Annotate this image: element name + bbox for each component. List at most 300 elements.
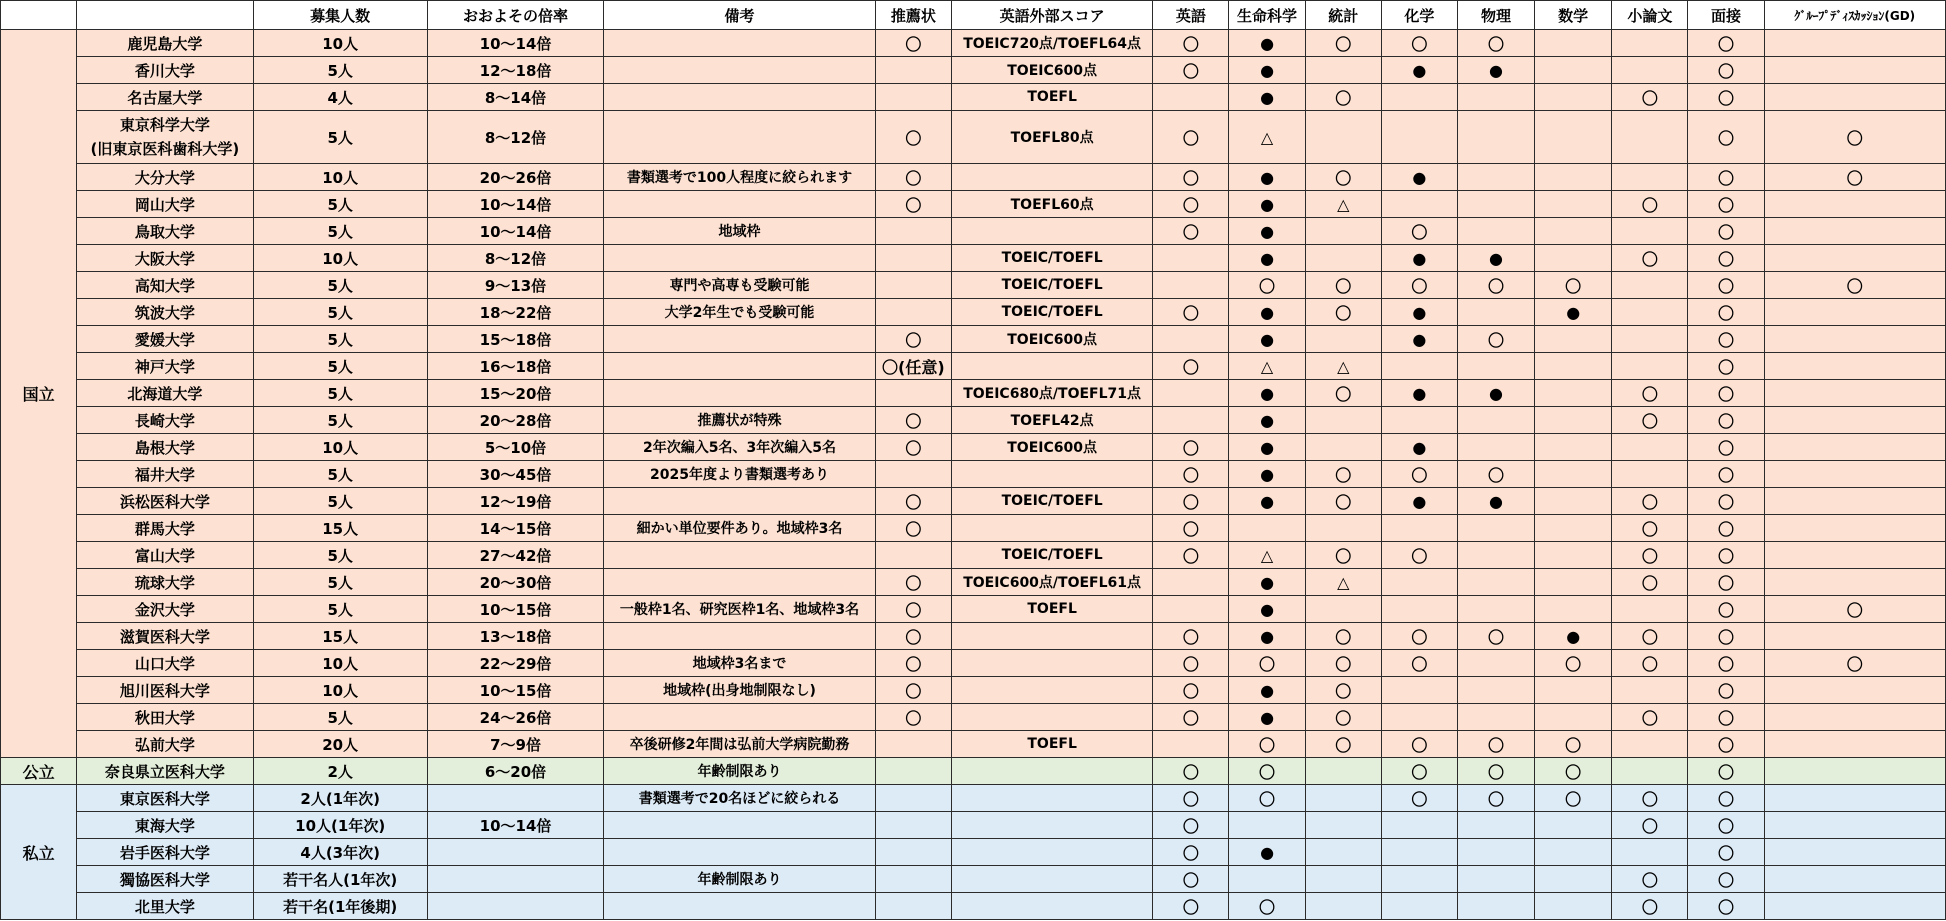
life-science-cell: ● — [1229, 839, 1305, 866]
english-score-cell: TOEFL60点 — [951, 191, 1152, 218]
group-discussion-cell — [1764, 812, 1945, 839]
english-score-cell — [951, 812, 1152, 839]
column-header: 募集人数 — [253, 1, 427, 30]
header-row — [1, 1, 1946, 30]
essay-cell — [1612, 299, 1688, 326]
university-cell — [77, 569, 253, 596]
table-row — [1, 407, 1946, 434]
ratio-cell: 8～14倍 — [427, 84, 603, 111]
capacity-cell: 5人 — [253, 596, 427, 623]
chemistry-cell: 〇 — [1381, 758, 1457, 785]
chemistry-cell — [1381, 704, 1457, 731]
recommendation-cell: 〇 — [875, 434, 951, 461]
group-discussion-cell: 〇 — [1764, 272, 1945, 299]
english-cell — [1153, 84, 1229, 111]
table-row — [1, 30, 1946, 57]
english-score-cell: TOEIC720点/TOEFL64点 — [951, 30, 1152, 57]
english-cell: 〇 — [1153, 839, 1229, 866]
recommendation-cell — [875, 785, 951, 812]
group-discussion-cell — [1764, 677, 1945, 704]
english-score-cell — [951, 164, 1152, 191]
group-discussion-cell — [1764, 191, 1945, 218]
group-discussion-cell — [1764, 731, 1945, 758]
university-cell — [77, 30, 253, 57]
life-science-cell: ● — [1229, 623, 1305, 650]
table-row — [1, 461, 1946, 488]
table-row — [1, 650, 1946, 677]
recommendation-cell — [875, 272, 951, 299]
math-cell — [1535, 407, 1612, 434]
capacity-cell: 5人 — [253, 191, 427, 218]
chemistry-cell: 〇 — [1381, 731, 1457, 758]
english-score-cell: TOEFL80点 — [951, 111, 1152, 164]
university-cell — [77, 488, 253, 515]
life-science-cell: ● — [1229, 569, 1305, 596]
university-name: 岡山大学 — [134, 195, 195, 214]
recommendation-cell: 〇 — [875, 704, 951, 731]
statistics-cell: 〇 — [1305, 84, 1381, 111]
ratio-cell: 10～14倍 — [427, 30, 603, 57]
interview-cell: 〇 — [1688, 111, 1764, 164]
recommendation-cell: 〇 — [875, 326, 951, 353]
english-cell: 〇 — [1153, 488, 1229, 515]
physics-cell: 〇 — [1457, 785, 1534, 812]
essay-cell — [1612, 461, 1688, 488]
physics-cell: 〇 — [1457, 326, 1534, 353]
university-name: 東海大学 — [134, 816, 195, 835]
essay-cell: 〇 — [1612, 812, 1688, 839]
essay-cell: 〇 — [1612, 245, 1688, 272]
chemistry-cell: ● — [1381, 57, 1457, 84]
note-cell — [604, 704, 876, 731]
english-cell: 〇 — [1153, 677, 1229, 704]
interview-cell: 〇 — [1688, 731, 1764, 758]
column-header: 英語 — [1153, 1, 1229, 30]
interview-cell: 〇 — [1688, 245, 1764, 272]
interview-cell: 〇 — [1688, 569, 1764, 596]
capacity-cell: 2人(1年次) — [253, 785, 427, 812]
note-cell: 書類選考で100人程度に絞られます — [604, 164, 876, 191]
capacity-cell: 若干名人(1年次) — [253, 866, 427, 893]
life-science-cell: ● — [1229, 407, 1305, 434]
math-cell — [1535, 326, 1612, 353]
recommendation-cell: 〇 — [875, 191, 951, 218]
essay-cell — [1612, 434, 1688, 461]
english-score-cell: TOEIC/TOEFL — [951, 245, 1152, 272]
english-cell: 〇 — [1153, 623, 1229, 650]
recommendation-cell — [875, 380, 951, 407]
chemistry-cell — [1381, 111, 1457, 164]
recommendation-cell — [875, 812, 951, 839]
essay-cell: 〇 — [1612, 407, 1688, 434]
university-cell — [77, 218, 253, 245]
group-discussion-cell — [1764, 353, 1945, 380]
interview-cell: 〇 — [1688, 299, 1764, 326]
recommendation-cell — [875, 245, 951, 272]
recommendation-cell: 〇 — [875, 596, 951, 623]
table-row — [1, 434, 1946, 461]
capacity-cell: 10人 — [253, 164, 427, 191]
capacity-cell: 5人 — [253, 542, 427, 569]
english-score-cell: TOEIC600点/TOEFL61点 — [951, 569, 1152, 596]
column-header: 推薦状 — [875, 1, 951, 30]
interview-cell: 〇 — [1688, 704, 1764, 731]
english-cell: 〇 — [1153, 111, 1229, 164]
english-score-cell: TOEIC600点 — [951, 326, 1152, 353]
capacity-cell: 10人 — [253, 434, 427, 461]
group-discussion-cell — [1764, 407, 1945, 434]
note-cell: 2025年度より書類選考あり — [604, 461, 876, 488]
physics-cell — [1457, 866, 1534, 893]
interview-cell: 〇 — [1688, 30, 1764, 57]
statistics-cell: 〇 — [1305, 30, 1381, 57]
statistics-cell — [1305, 326, 1381, 353]
capacity-cell: 若干名(1年後期) — [253, 893, 427, 920]
physics-cell — [1457, 812, 1534, 839]
university-cell — [77, 785, 253, 812]
chemistry-cell — [1381, 677, 1457, 704]
english-cell — [1153, 272, 1229, 299]
math-cell — [1535, 434, 1612, 461]
university-name: 旭川医科大学 — [119, 681, 210, 700]
life-science-cell: ● — [1229, 218, 1305, 245]
group-discussion-cell — [1764, 299, 1945, 326]
capacity-cell: 15人 — [253, 623, 427, 650]
note-cell: 卒後研修2年間は弘前大学病院勤務 — [604, 731, 876, 758]
note-cell: 地域枠3名まで — [604, 650, 876, 677]
capacity-cell: 5人 — [253, 218, 427, 245]
capacity-cell: 2人 — [253, 758, 427, 785]
physics-cell: ● — [1457, 380, 1534, 407]
chemistry-cell: 〇 — [1381, 461, 1457, 488]
university-cell — [77, 758, 253, 785]
ratio-cell: 6～20倍 — [427, 758, 603, 785]
english-cell: 〇 — [1153, 191, 1229, 218]
university-name: 北里大学 — [134, 897, 195, 916]
life-science-cell: 〇 — [1229, 272, 1305, 299]
capacity-cell: 5人 — [253, 299, 427, 326]
essay-cell — [1612, 326, 1688, 353]
chemistry-cell: 〇 — [1381, 650, 1457, 677]
table-row — [1, 677, 1946, 704]
recommendation-cell: 〇 — [875, 488, 951, 515]
table-row — [1, 380, 1946, 407]
english-cell — [1153, 380, 1229, 407]
note-cell — [604, 569, 876, 596]
column-header: 化学 — [1381, 1, 1457, 30]
table-row — [1, 272, 1946, 299]
column-header — [77, 1, 253, 30]
interview-cell: 〇 — [1688, 380, 1764, 407]
ratio-cell: 8～12倍 — [427, 111, 603, 164]
math-cell — [1535, 515, 1612, 542]
english-cell — [1153, 596, 1229, 623]
statistics-cell: 〇 — [1305, 650, 1381, 677]
essay-cell — [1612, 30, 1688, 57]
essay-cell: 〇 — [1612, 569, 1688, 596]
physics-cell — [1457, 434, 1534, 461]
university-name: 獨協医科大学 — [119, 870, 210, 889]
chemistry-cell — [1381, 569, 1457, 596]
university-name: 金沢大学 — [134, 600, 195, 619]
note-cell — [604, 191, 876, 218]
chemistry-cell — [1381, 839, 1457, 866]
math-cell: 〇 — [1535, 731, 1612, 758]
capacity-cell: 10人 — [253, 30, 427, 57]
capacity-cell: 10人 — [253, 677, 427, 704]
university-name: 神戸大学 — [134, 357, 195, 376]
ratio-cell: 9～13倍 — [427, 272, 603, 299]
math-cell — [1535, 245, 1612, 272]
physics-cell — [1457, 569, 1534, 596]
note-cell — [604, 893, 876, 920]
physics-cell — [1457, 84, 1534, 111]
university-name: 名古屋大学 — [127, 88, 203, 107]
chemistry-cell: ● — [1381, 245, 1457, 272]
table-row — [1, 515, 1946, 542]
table-row — [1, 353, 1946, 380]
table-row — [1, 191, 1946, 218]
essay-cell: 〇 — [1612, 785, 1688, 812]
recommendation-cell: 〇 — [875, 30, 951, 57]
university-name: 筑波大学 — [134, 303, 195, 322]
essay-cell — [1612, 731, 1688, 758]
physics-cell — [1457, 218, 1534, 245]
english-score-cell: TOEFL — [951, 731, 1152, 758]
university-cell — [77, 461, 253, 488]
ratio-cell: 10～14倍 — [427, 191, 603, 218]
note-cell: 年齢制限あり — [604, 866, 876, 893]
table-row — [1, 596, 1946, 623]
life-science-cell: 〇 — [1229, 785, 1305, 812]
note-cell — [604, 84, 876, 111]
chemistry-cell: ● — [1381, 434, 1457, 461]
category-cell: 国立 — [1, 30, 77, 758]
interview-cell: 〇 — [1688, 677, 1764, 704]
ratio-cell — [427, 785, 603, 812]
table-row — [1, 731, 1946, 758]
statistics-cell: 〇 — [1305, 380, 1381, 407]
ratio-cell: 18～22倍 — [427, 299, 603, 326]
statistics-cell: 〇 — [1305, 704, 1381, 731]
capacity-cell: 5人 — [253, 488, 427, 515]
interview-cell: 〇 — [1688, 542, 1764, 569]
statistics-cell — [1305, 785, 1381, 812]
university-name: 鳥取大学 — [134, 222, 195, 241]
physics-cell — [1457, 650, 1534, 677]
interview-cell: 〇 — [1688, 218, 1764, 245]
essay-cell — [1612, 596, 1688, 623]
university-cell — [77, 704, 253, 731]
english-cell: 〇 — [1153, 515, 1229, 542]
interview-cell: 〇 — [1688, 84, 1764, 111]
english-score-cell: TOEIC/TOEFL — [951, 488, 1152, 515]
university-cell — [77, 353, 253, 380]
english-score-cell — [951, 704, 1152, 731]
english-score-cell — [951, 893, 1152, 920]
essay-cell — [1612, 272, 1688, 299]
essay-cell: 〇 — [1612, 84, 1688, 111]
ratio-cell: 10～14倍 — [427, 218, 603, 245]
statistics-cell: 〇 — [1305, 677, 1381, 704]
note-cell — [604, 488, 876, 515]
column-header: 備考 — [604, 1, 876, 30]
column-header: 面接 — [1688, 1, 1764, 30]
interview-cell: 〇 — [1688, 785, 1764, 812]
math-cell: 〇 — [1535, 758, 1612, 785]
interview-cell: 〇 — [1688, 839, 1764, 866]
interview-cell: 〇 — [1688, 191, 1764, 218]
life-science-cell: ● — [1229, 191, 1305, 218]
group-discussion-cell — [1764, 839, 1945, 866]
university-cell — [77, 839, 253, 866]
english-cell: 〇 — [1153, 812, 1229, 839]
statistics-cell: 〇 — [1305, 623, 1381, 650]
life-science-cell: △ — [1229, 542, 1305, 569]
statistics-cell — [1305, 866, 1381, 893]
table-row — [1, 218, 1946, 245]
life-science-cell: ● — [1229, 245, 1305, 272]
column-header: 小論文 — [1612, 1, 1688, 30]
university-name: 滋賀医科大学 — [119, 627, 210, 646]
university-cell — [77, 731, 253, 758]
university-cell — [77, 84, 253, 111]
english-cell: 〇 — [1153, 650, 1229, 677]
capacity-cell: 5人 — [253, 704, 427, 731]
recommendation-cell: 〇(任意) — [875, 353, 951, 380]
math-cell — [1535, 596, 1612, 623]
capacity-cell: 5人 — [253, 461, 427, 488]
interview-cell: 〇 — [1688, 758, 1764, 785]
group-discussion-cell: 〇 — [1764, 164, 1945, 191]
interview-cell: 〇 — [1688, 515, 1764, 542]
english-cell — [1153, 407, 1229, 434]
ratio-cell: 12～18倍 — [427, 57, 603, 84]
ratio-cell: 5～10倍 — [427, 434, 603, 461]
chemistry-cell — [1381, 407, 1457, 434]
recommendation-cell — [875, 461, 951, 488]
university-cell — [77, 164, 253, 191]
university-name: 大阪大学 — [134, 249, 195, 268]
chemistry-cell: ● — [1381, 488, 1457, 515]
chemistry-cell — [1381, 84, 1457, 111]
ratio-cell: 24～26倍 — [427, 704, 603, 731]
chemistry-cell: 〇 — [1381, 623, 1457, 650]
column-header: 物理 — [1457, 1, 1534, 30]
table-row — [1, 866, 1946, 893]
statistics-cell — [1305, 111, 1381, 164]
life-science-cell: ● — [1229, 596, 1305, 623]
category-cell: 公立 — [1, 758, 77, 785]
statistics-cell: 〇 — [1305, 731, 1381, 758]
group-discussion-cell — [1764, 461, 1945, 488]
note-cell — [604, 57, 876, 84]
column-header: おおよその倍率 — [427, 1, 603, 30]
essay-cell: 〇 — [1612, 623, 1688, 650]
ratio-cell: 10～15倍 — [427, 677, 603, 704]
statistics-cell: △ — [1305, 353, 1381, 380]
ratio-cell: 15～20倍 — [427, 380, 603, 407]
note-cell — [604, 812, 876, 839]
ratio-cell: 8～12倍 — [427, 245, 603, 272]
essay-cell — [1612, 57, 1688, 84]
university-name: 弘前大学 — [134, 735, 195, 754]
statistics-cell: △ — [1305, 569, 1381, 596]
english-cell: 〇 — [1153, 704, 1229, 731]
ratio-cell: 27～42倍 — [427, 542, 603, 569]
physics-cell — [1457, 299, 1534, 326]
statistics-cell: △ — [1305, 191, 1381, 218]
statistics-cell — [1305, 812, 1381, 839]
life-science-cell: 〇 — [1229, 893, 1305, 920]
life-science-cell — [1229, 515, 1305, 542]
english-score-cell — [951, 758, 1152, 785]
table-row — [1, 785, 1946, 812]
math-cell — [1535, 677, 1612, 704]
university-cell — [77, 111, 253, 164]
university-name: 福井大学 — [134, 465, 195, 484]
life-science-cell: ● — [1229, 488, 1305, 515]
ratio-cell: 15～18倍 — [427, 326, 603, 353]
table-row — [1, 893, 1946, 920]
physics-cell: 〇 — [1457, 461, 1534, 488]
life-science-cell: △ — [1229, 353, 1305, 380]
english-cell: 〇 — [1153, 30, 1229, 57]
recommendation-cell — [875, 731, 951, 758]
ratio-cell — [427, 866, 603, 893]
university-name: 鹿児島大学 — [127, 34, 203, 53]
recommendation-cell — [875, 57, 951, 84]
physics-cell — [1457, 515, 1534, 542]
english-score-cell — [951, 785, 1152, 812]
university-cell — [77, 299, 253, 326]
capacity-cell: 5人 — [253, 380, 427, 407]
life-science-cell — [1229, 866, 1305, 893]
interview-cell: 〇 — [1688, 57, 1764, 84]
university-name: 秋田大学 — [134, 708, 195, 727]
physics-cell — [1457, 407, 1534, 434]
note-cell — [604, 245, 876, 272]
note-cell — [604, 542, 876, 569]
english-cell: 〇 — [1153, 353, 1229, 380]
ratio-cell: 16～18倍 — [427, 353, 603, 380]
chemistry-cell: 〇 — [1381, 30, 1457, 57]
physics-cell: ● — [1457, 245, 1534, 272]
life-science-cell: ● — [1229, 461, 1305, 488]
table-row — [1, 111, 1946, 164]
university-name: 富山大学 — [134, 546, 195, 565]
interview-cell: 〇 — [1688, 407, 1764, 434]
interview-cell: 〇 — [1688, 488, 1764, 515]
physics-cell — [1457, 542, 1534, 569]
university-name: (旧東京医科歯科大学) — [90, 140, 240, 158]
english-score-cell — [951, 623, 1152, 650]
life-science-cell — [1229, 812, 1305, 839]
university-cell — [77, 623, 253, 650]
capacity-cell: 4人(3年次) — [253, 839, 427, 866]
university-name: 高知大学 — [134, 276, 195, 295]
university-cell — [77, 677, 253, 704]
university-name: 東京科学大学 — [119, 116, 210, 134]
group-discussion-cell — [1764, 57, 1945, 84]
statistics-cell — [1305, 218, 1381, 245]
table-row — [1, 812, 1946, 839]
math-cell — [1535, 839, 1612, 866]
group-discussion-cell — [1764, 380, 1945, 407]
ratio-cell: 10～14倍 — [427, 812, 603, 839]
recommendation-cell — [875, 218, 951, 245]
chemistry-cell: ● — [1381, 380, 1457, 407]
